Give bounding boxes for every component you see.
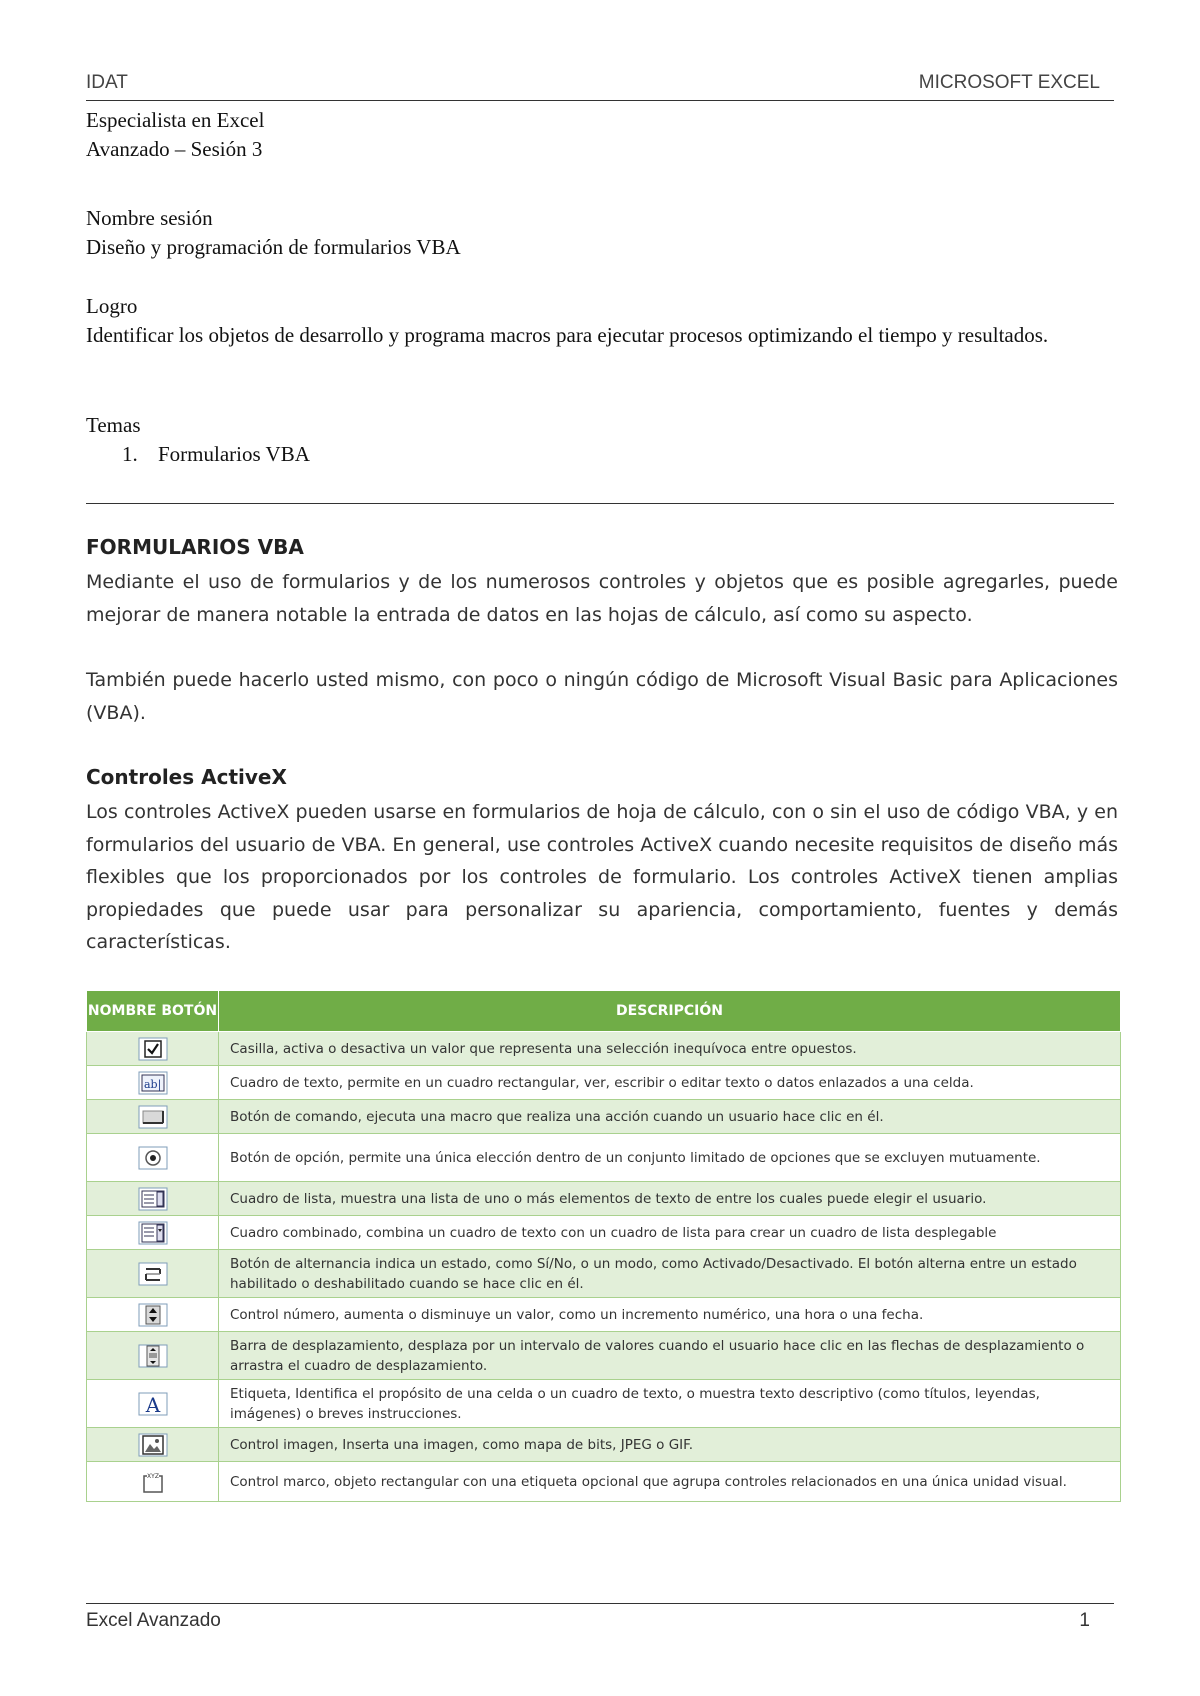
column-header-name: NOMBRE BOTÓN — [87, 991, 219, 1032]
icon-cell — [87, 1380, 219, 1428]
topics-list — [86, 440, 310, 469]
description-cell: Casilla, activa o desactiva un valor que representa una selección inequívoca entre opuestos. — [219, 1032, 1121, 1066]
description-cell: Control marco, objeto rectangular con una etiqueta opcional que agrupa controles relacionados en una única unidad visual. — [219, 1462, 1121, 1502]
icon-cell — [87, 1428, 219, 1462]
checkbox-icon — [138, 1037, 168, 1061]
icon-cell — [87, 1250, 219, 1298]
page-footer — [86, 1603, 1114, 1631]
table-row — [87, 1100, 1121, 1134]
goal-value: Identificar los objetos de desarrollo y programa macros para ejecutar procesos optimizando el tiempo y resultados. — [86, 323, 1049, 347]
svg-text:A: A — [145, 1392, 160, 1416]
table-row — [87, 1134, 1121, 1182]
option-button-icon — [138, 1146, 168, 1170]
textbox-icon — [138, 1071, 168, 1095]
footer-left: Excel Avanzado — [86, 1610, 221, 1631]
topics-label: Temas — [86, 413, 141, 437]
description-cell: Botón de alternancia indica un estado, como Sí/No, o un modo, como Activado/Desactivado. El botón alterna entre un estado habilitado o deshabilitado cuando se hace clic en él. — [219, 1250, 1121, 1298]
icon-cell — [87, 1134, 219, 1182]
table-row — [87, 1250, 1121, 1298]
divider — [86, 503, 1114, 504]
label-icon — [138, 1392, 168, 1416]
session-value: Diseño y programación de formularios VBA — [86, 235, 461, 259]
topic-number: 1. — [122, 442, 138, 466]
icon-cell — [87, 1100, 219, 1134]
topic-text: Formularios VBA — [158, 442, 310, 466]
course-title — [86, 106, 1118, 164]
course-line-1: Especialista en Excel — [86, 108, 265, 132]
table-row — [87, 1216, 1121, 1250]
command-button-icon — [138, 1105, 168, 1129]
table-row — [87, 1182, 1121, 1216]
icon-cell — [87, 1298, 219, 1332]
session-block — [86, 204, 1118, 262]
description-cell: Cuadro de lista, muestra una lista de uno o más elementos de texto de entre los cuales puede elegir el usuario. — [219, 1182, 1121, 1216]
header-left: IDAT — [86, 72, 128, 93]
table-row — [87, 1032, 1121, 1066]
section-title: FORMULARIOS VBA — [86, 535, 304, 559]
icon-cell — [87, 1182, 219, 1216]
spin-button-icon — [138, 1303, 168, 1327]
description-cell: Control número, aumenta o disminuye un valor, como un incremento numérico, una hora o una fecha. — [219, 1298, 1121, 1332]
table-row — [87, 1298, 1121, 1332]
goal-label: Logro — [86, 294, 138, 318]
scrollbar-icon — [138, 1344, 168, 1368]
activex-paragraph: Los controles ActiveX pueden usarse en formularios de hoja de cálculo, con o sin el uso de código VBA, y en formularios del usuario de VBA. En general, use controles ActiveX cuando necesite requisitos de diseño más flexibles que los proporcionados por los controles de formulario. Los controles ActiveX tienen amplias propiedades que puede usar para personalizar su apariencia, comportamiento, fuentes y demás características. — [86, 801, 1118, 953]
description-cell: Etiqueta, Identifica el propósito de una celda o un cuadro de texto, o muestra texto descriptivo (como títulos, leyendas, imágenes) o breves instrucciones. — [219, 1380, 1121, 1428]
description-cell: Cuadro de texto, permite en un cuadro rectangular, ver, escribir o editar texto o datos enlazados a una celda. — [219, 1066, 1121, 1100]
toggle-button-icon — [138, 1262, 168, 1286]
table-row — [87, 1462, 1121, 1502]
session-label: Nombre sesión — [86, 206, 213, 230]
header-right: MICROSOFT EXCEL — [918, 72, 1100, 93]
frame-icon — [138, 1470, 168, 1494]
icon-cell — [87, 1332, 219, 1380]
description-cell: Control imagen, Inserta una imagen, como mapa de bits, JPEG o GIF. — [219, 1428, 1121, 1462]
icon-cell — [87, 1216, 219, 1250]
activex-title: Controles ActiveX — [86, 765, 287, 789]
table-header-row — [87, 991, 1121, 1032]
course-line-2: Avanzado – Sesión 3 — [86, 137, 263, 161]
column-header-description: DESCRIPCIÓN — [219, 991, 1121, 1032]
goal-block — [86, 292, 1118, 350]
table-row — [87, 1332, 1121, 1380]
controls-table — [86, 990, 1121, 1502]
image-icon — [138, 1433, 168, 1457]
icon-cell — [87, 1032, 219, 1066]
icon-cell — [87, 1066, 219, 1100]
listbox-icon — [138, 1187, 168, 1211]
description-cell: Barra de desplazamiento, desplaza por un intervalo de valores cuando el usuario hace clic en las flechas de desplazamiento o arrastra el cuadro de desplazamiento. — [219, 1332, 1121, 1380]
svg-text:XYZ: XYZ — [146, 1472, 159, 1480]
svg-text:ab|: ab| — [143, 1077, 161, 1091]
section-paragraph-2: También puede hacerlo usted mismo, con poco o ningún código de Microsoft Visual Basic para Aplicaciones (VBA). — [86, 669, 1118, 724]
page-number: 1 — [1079, 1610, 1090, 1631]
table-row — [87, 1428, 1121, 1462]
description-cell: Botón de opción, permite una única elección dentro de un conjunto limitado de opciones que se excluyen mutuamente. — [219, 1134, 1121, 1182]
page-header — [86, 70, 1114, 101]
table-row — [87, 1380, 1121, 1428]
table-row — [87, 1066, 1121, 1100]
description-cell: Cuadro combinado, combina un cuadro de texto con un cuadro de lista para crear un cuadro de lista desplegable — [219, 1216, 1121, 1250]
icon-cell — [87, 1462, 219, 1502]
section-paragraph-1: Mediante el uso de formularios y de los numerosos controles y objetos que es posible agregarles, puede mejorar de manera notable la entrada de datos en las hojas de cálculo, así como su aspecto. — [86, 571, 1118, 626]
description-cell: Botón de comando, ejecuta una macro que realiza una acción cuando un usuario hace clic en él. — [219, 1100, 1121, 1134]
topic-item — [86, 440, 310, 469]
combobox-icon — [138, 1221, 168, 1245]
